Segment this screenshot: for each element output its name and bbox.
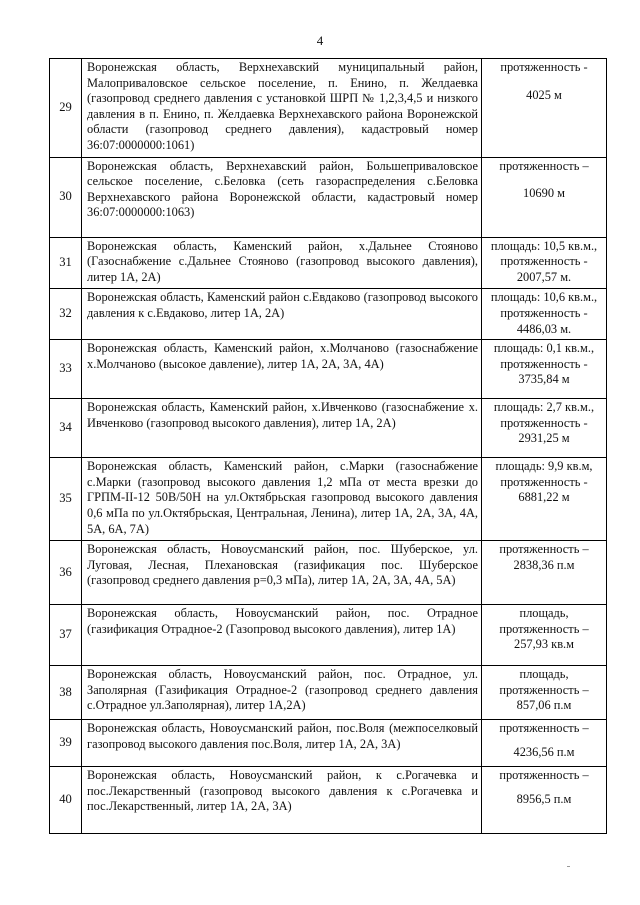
row-number: 36 xyxy=(50,541,82,605)
table-row xyxy=(50,541,607,605)
row-number: 30 xyxy=(50,157,82,237)
table-row xyxy=(50,399,607,458)
object-measurement: протяженность - 4025 м xyxy=(482,59,607,158)
object-description: Воронежская область, Новоусманский район, к с.Рогачевка и пос.Лекарственный (газопровод высокого давления к с.Рогачевка и пос.Лекарственный, литер 1А, 2А, 3А) xyxy=(82,767,482,834)
page-number: 4 xyxy=(316,33,324,48)
table-row xyxy=(50,289,607,340)
object-measurement: протяженность – 8956,5 п.м xyxy=(482,767,607,834)
object-measurement: протяженность – 4236,56 п.м xyxy=(482,720,607,767)
table-row xyxy=(50,666,607,720)
object-measurement: площадь: 9,9 кв.м, протяженность - 6881,22 м xyxy=(482,458,607,541)
object-description: Воронежская область, Каменский район, х.Дальнее Стояново (Газоснабжение с.Дальнее Стояново (газопровод высокого давления), литер 1А, 2А) xyxy=(82,237,482,289)
scan-mark xyxy=(567,866,570,867)
table-row xyxy=(50,59,607,158)
row-number: 34 xyxy=(50,399,82,458)
property-registry-table xyxy=(49,58,607,834)
object-description: Воронежская область, Новоусманский район, пос. Шуберское, ул. Луговая, Лесная, Плехановская (газификация пос. Шуберское (газопровод среднего давления р=0,3 мПа), литер 1А, 2А, 3А, 4А, 5А) xyxy=(82,541,482,605)
row-number: 29 xyxy=(50,59,82,158)
row-number: 35 xyxy=(50,458,82,541)
object-description: Воронежская область, Верхнехавский муниципальный район, Малоприваловское сельское поселение, п. Енино, п. Желдаевка (газопровод среднего давления с установкой ШРП № 1,2,3,4,5 и низкого давления в п. Енино, п. Желдаевка Верхнехавского района Воронежской области (газопровод среднего давления), кадастровый номер 36:07:0000000:1061) xyxy=(82,59,482,158)
object-description: Воронежская область, Каменский район, х.Молчаново (газоснабжение х.Молчаново (высокое давление), литер 1А, 2А, 3А, 4А) xyxy=(82,340,482,399)
object-description: Воронежская область, Новоусманский район, пос. Отрадное, ул. Заполярная (Газификация Отрадное-2 (газопровод среднего давления с.Отрадное ул.Заполярная), литер 1А,2А) xyxy=(82,666,482,720)
object-measurement: площадь, протяженность – 257,93 кв.м xyxy=(482,605,607,666)
object-measurement: площадь, протяженность – 857,06 п.м xyxy=(482,666,607,720)
table-row xyxy=(50,237,607,289)
row-number: 40 xyxy=(50,767,82,834)
table-row xyxy=(50,157,607,237)
row-number: 31 xyxy=(50,237,82,289)
row-number: 39 xyxy=(50,720,82,767)
object-measurement: площадь: 0,1 кв.м., протяженность - 3735,84 м xyxy=(482,340,607,399)
row-number: 33 xyxy=(50,340,82,399)
table-row xyxy=(50,605,607,666)
table-row xyxy=(50,458,607,541)
object-description: Воронежская область, Каменский район с.Евдаково (газопровод высокого давления к с.Евдаково, литер 1А, 2А) xyxy=(82,289,482,340)
table-row xyxy=(50,340,607,399)
row-number: 38 xyxy=(50,666,82,720)
object-measurement: площадь: 10,6 кв.м., протяженность - 4486,03 м. xyxy=(482,289,607,340)
table-row xyxy=(50,720,607,767)
object-description: Воронежская область, Верхнехавский район, Большеприваловское сельское поселение, с.Беловка (сеть газораспределения с.Беловка Верхнехавского района Воронежской области, кадастровый номер 36:07:0000000:1063) xyxy=(82,157,482,237)
object-description: Воронежская область, Каменский район, х.Ивченково (газоснабжение х. Ивченково (газопровод высокого давления), литер 1А, 2А) xyxy=(82,399,482,458)
object-description: Воронежская область, Каменский район, с.Марки (газоснабжение с.Марки (газопровод высокого давления 1,2 мПа от места врезки до ГРПМ-II-12 50В/50Н на ул.Октябрьская газопровод высокого давления 0,6 мПа по ул.Октябрьская, Центральная, Ленина), литер 1А, 2А, 3А, 4А, 5А, 6А, 7А) xyxy=(82,458,482,541)
object-description: Воронежская область, Новоусманский район, пос.Воля (межпоселковый газопровод высокого давления пос.Воля, литер 1А, 2А, 3А) xyxy=(82,720,482,767)
object-measurement: площадь: 2,7 кв.м., протяженность - 2931,25 м xyxy=(482,399,607,458)
row-number: 32 xyxy=(50,289,82,340)
table-row xyxy=(50,767,607,834)
object-measurement: площадь: 10,5 кв.м., протяженность - 2007,57 м. xyxy=(482,237,607,289)
row-number: 37 xyxy=(50,605,82,666)
object-measurement: протяженность – 10690 м xyxy=(482,157,607,237)
object-measurement: протяженность – 2838,36 п.м xyxy=(482,541,607,605)
object-description: Воронежская область, Новоусманский район, пос. Отрадное (газификация Отрадное-2 (Газопровод высокого давления), литер 1А) xyxy=(82,605,482,666)
